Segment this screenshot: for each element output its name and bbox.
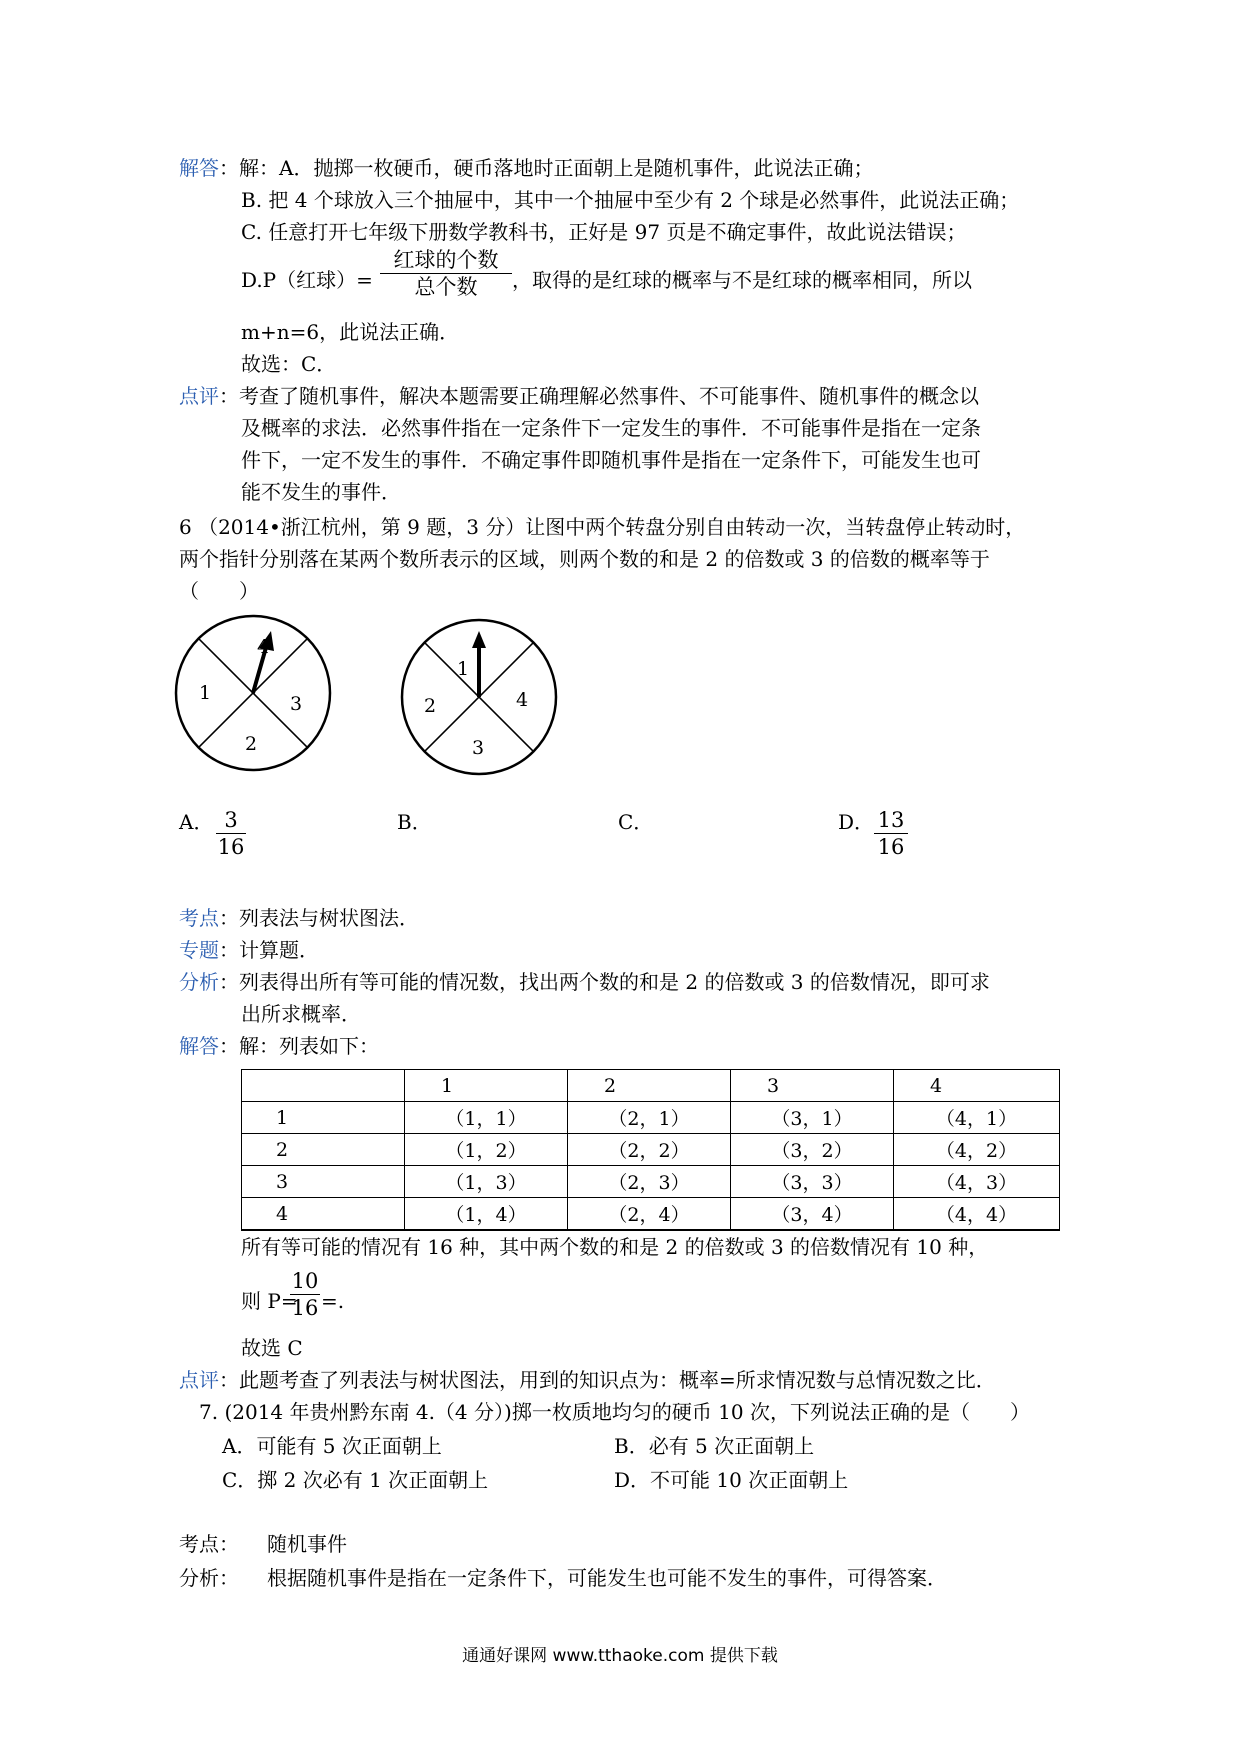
table-cell: （4，2） [894, 1134, 1060, 1166]
outcome-summary: 所有等可能的情况有 16 种，其中两个数的和是 2 的倍数或 3 的倍数情况有 10 种， [241, 1235, 989, 1259]
table-header-cell: 4 [894, 1070, 1060, 1102]
kaodian-tag: 考点 [179, 906, 219, 930]
answer-line-2: B. 把 4 个球放入三个抽屉中，其中一个抽屉中至少有 2 个球是必然事件，此说法正确； [241, 188, 1020, 212]
option-a-label: A． [179, 810, 214, 834]
outcome-table [241, 1069, 1060, 1231]
spinner-1-label-bottom: 2 [245, 733, 258, 755]
spinner-1-label-right: 3 [290, 693, 303, 715]
answer-choice: 故选：C． [241, 352, 337, 376]
fenxi-line-2: 出所求概率． [241, 1002, 361, 1026]
comment-line-3: 件下，一定不发生的事件．不确定事件即随机事件是指在一定条件下，可能发生也可 [241, 448, 981, 472]
option-b-label: B． [397, 810, 432, 834]
formula-prefix: D.P（红球）= [241, 268, 373, 292]
zhuanti-tag: 专题 [179, 938, 219, 962]
q7-fenxi-text: 根据随机事件是指在一定条件下，可能发生也可能不发生的事件，可得答案． [267, 1566, 947, 1590]
answer-line-5: m+n=6，此说法正确． [241, 320, 460, 344]
option-d-bar [874, 833, 908, 834]
comment-line-4: 能不发生的事件． [241, 480, 401, 504]
option-a-numerator: 3 [224, 808, 238, 832]
spinner-2-label-right: 4 [516, 689, 529, 711]
probability-prefix: 则 P= [241, 1289, 298, 1313]
q7-kaodian-text: 随机事件 [267, 1532, 347, 1556]
jieda-line: 解答：解：列表如下： [179, 1034, 379, 1058]
table-cell: （4，4） [894, 1198, 1060, 1231]
table-cell: （1，2） [405, 1134, 568, 1166]
fenxi-tag: 分析 [179, 970, 219, 994]
q6-stem-line-2: 两个指针分别落在某两个数所表示的区域，则两个数的和是 2 的倍数或 3 的倍数的概率等于 [179, 547, 990, 571]
comment-tag: 点评 [179, 384, 219, 408]
q6-stem-line-1: 6 （2014•浙江杭州，第 9 题，3 分）让图中两个转盘分别自由转动一次，当转盘停止转动时， [179, 515, 1026, 539]
formula-suffix: ，取得的是红球的概率与不是红球的概率相同，所以 [512, 268, 972, 292]
table-header-cell: 2 [568, 1070, 731, 1102]
answer-tag: 解答 [179, 156, 219, 180]
table-cell: （3，2） [731, 1134, 894, 1166]
option-a-bar [216, 833, 246, 834]
table-cell: （2，1） [568, 1102, 731, 1134]
table-header-cell: 3 [731, 1070, 894, 1102]
spinner-2 [396, 614, 562, 780]
kaodian-line: 考点：列表法与树状图法． [179, 906, 419, 930]
fenxi-line-1: 分析：列表得出所有等可能的情况数，找出两个数的和是 2 的倍数或 3 的倍数情况，即可求 [179, 970, 990, 994]
option-d-fraction [874, 808, 908, 859]
q7-stem: 7. (2014 年贵州黔东南 4.（4 分）)掷一枚质地均匀的硬币 10 次，下列说法正确的是（ ） [199, 1400, 1030, 1424]
jieda-tag: 解答 [179, 1034, 219, 1058]
table-cell: （3，1） [731, 1102, 894, 1134]
table-cell: （4，1） [894, 1102, 1060, 1134]
fraction-bar [380, 273, 512, 274]
dianping-tag: 点评 [179, 1368, 219, 1392]
table-header-cell [242, 1070, 405, 1102]
option-a-fraction [216, 808, 246, 859]
probability-numerator: 10 [291, 1269, 319, 1293]
table-row-header: 4 [242, 1198, 405, 1231]
q7-option-d: D．不可能 10 次正面朝上 [614, 1468, 849, 1492]
table-row [242, 1166, 1060, 1198]
table-row [242, 1134, 1060, 1166]
table-cell: （4，3） [894, 1166, 1060, 1198]
spinner-2-label-bottom: 3 [472, 737, 485, 759]
spinner-2-label-top: 1 [457, 658, 470, 680]
table-cell: （2，4） [568, 1198, 731, 1231]
q7-fenxi-label: 分析： [179, 1566, 239, 1590]
table-cell: （3，3） [731, 1166, 894, 1198]
table-row [242, 1102, 1060, 1134]
table-cell: （1，3） [405, 1166, 568, 1198]
probability-result-fraction [290, 1269, 320, 1320]
table-header-cell: 1 [405, 1070, 568, 1102]
probability-denominator: 16 [291, 1296, 319, 1320]
answer-line-3: C. 任意打开七年级下册数学教科书，正好是 97 页是不确定事件，故此说法错误； [241, 220, 967, 244]
probability-fraction [380, 248, 512, 299]
comment-line-1: 点评：考查了随机事件，解决本题需要正确理解必然事件、不可能事件、随机事件的概念以 [179, 384, 979, 408]
spinner-2-label-left: 2 [424, 695, 437, 717]
spinner-1-label-top: 4 [257, 636, 270, 658]
option-d-denominator: 16 [877, 835, 905, 859]
q7-option-b: B．必有 5 次正面朝上 [614, 1434, 815, 1458]
spinner-1 [170, 610, 336, 776]
option-c-label: C． [618, 810, 654, 834]
table-cell: （2，2） [568, 1134, 731, 1166]
q6-stem-line-3: （ ） [179, 579, 259, 603]
q7-kaodian-label: 考点： [179, 1532, 239, 1556]
table-cell: （1，1） [405, 1102, 568, 1134]
option-d-label: D． [838, 810, 875, 834]
option-a-denominator: 16 [217, 835, 245, 859]
table-header-row [242, 1070, 1060, 1102]
probability-bar [290, 1294, 320, 1295]
fraction-denominator: 总个数 [414, 275, 478, 299]
table-cell: （2，3） [568, 1166, 731, 1198]
table-row [242, 1198, 1060, 1231]
q7-option-c: C．掷 2 次必有 1 次正面朝上 [222, 1468, 489, 1492]
table-row-header: 2 [242, 1134, 405, 1166]
probability-suffix: =. [321, 1289, 345, 1313]
q7-option-a: A．可能有 5 次正面朝上 [222, 1434, 442, 1458]
table-row-header: 3 [242, 1166, 405, 1198]
table-row-header: 1 [242, 1102, 405, 1134]
zhuanti-line: 专题：计算题． [179, 938, 319, 962]
q6-dianping-line: 点评：此题考查了列表法与树状图法，用到的知识点为：概率=所求情况数与总情况数之比． [179, 1368, 996, 1392]
page-footer: 通通好课网 www.tthaoke.com 提供下载 [462, 1646, 778, 1666]
spinner-1-label-left: 1 [199, 682, 212, 704]
option-d-numerator: 13 [877, 808, 905, 832]
q6-choice: 故选 C [241, 1336, 303, 1360]
spinner-2-pointer-head [472, 631, 486, 648]
table-cell: （1，4） [405, 1198, 568, 1231]
table-cell: （3，4） [731, 1198, 894, 1231]
fraction-numerator: 红球的个数 [393, 248, 499, 272]
comment-line-2: 及概率的求法．必然事件指在一定条件下一定发生的事件．不可能事件是指在一定条 [241, 416, 981, 440]
answer-line-1: 解答：解：A．抛掷一枚硬币，硬币落地时正面朝上是随机事件，此说法正确； [179, 156, 874, 180]
